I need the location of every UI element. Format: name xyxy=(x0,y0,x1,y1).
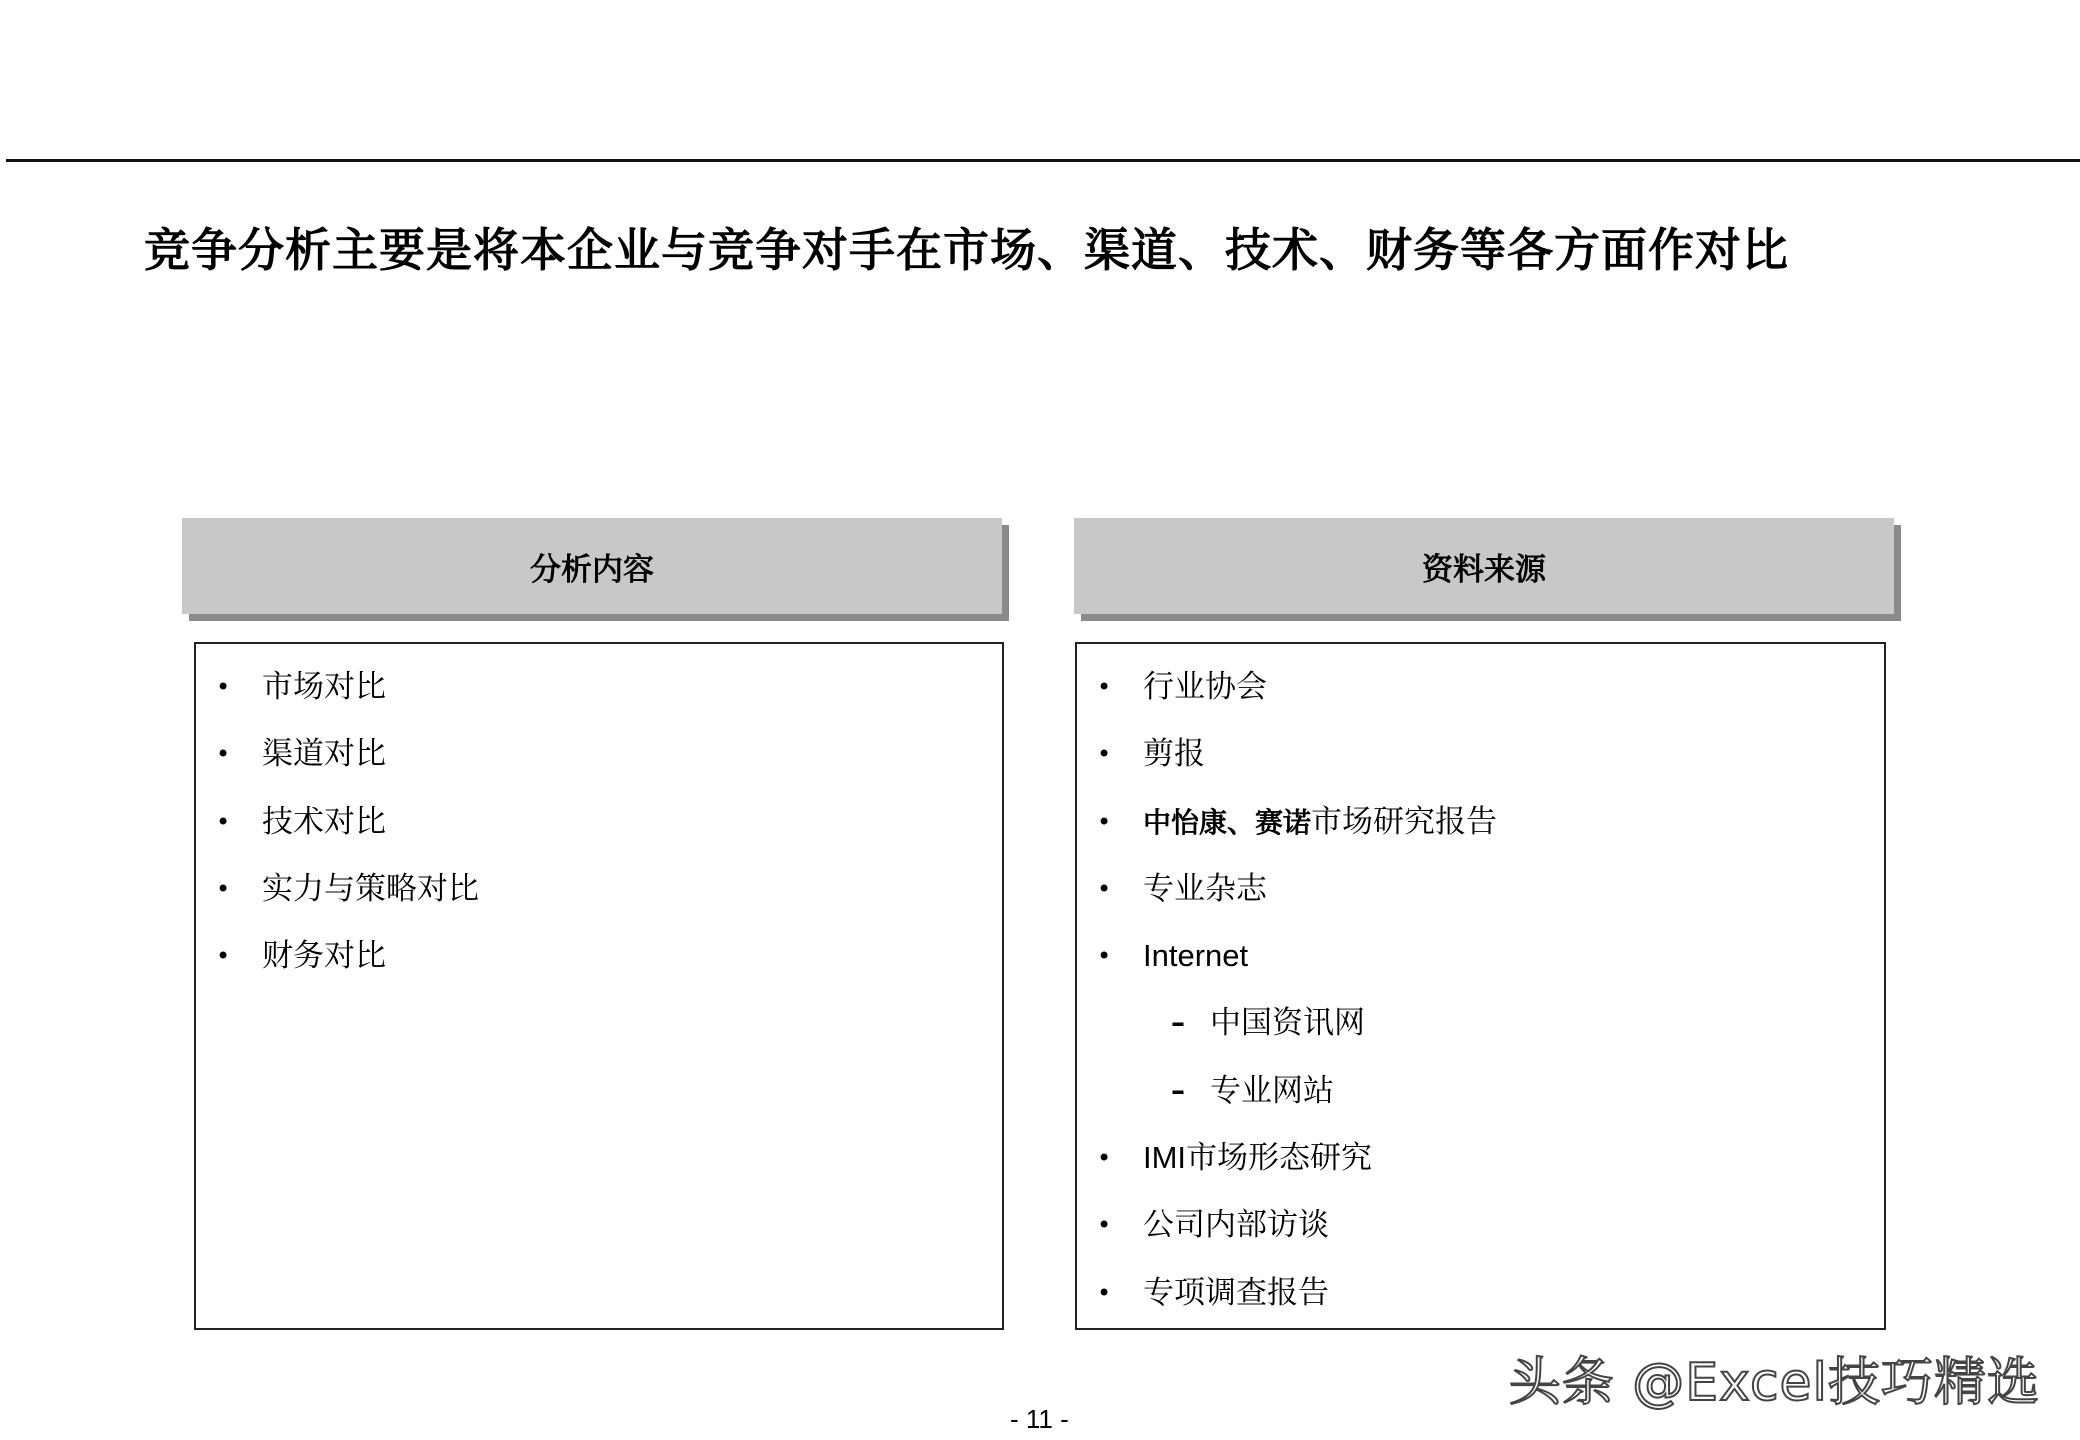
list-item xyxy=(196,729,1002,796)
list-item xyxy=(196,864,1002,931)
data-sources-header xyxy=(1074,518,1894,614)
list-item-text-prefix: IMI xyxy=(1143,1140,1187,1176)
list-item-text: 实力与策略对比 xyxy=(262,870,479,907)
list-item-text xyxy=(1143,797,1497,848)
list-item xyxy=(1077,931,1884,998)
dash-icon: – xyxy=(1171,1006,1185,1040)
list-item xyxy=(1077,662,1884,729)
list-item-text-rest: 市场形态研究 xyxy=(1186,1140,1373,1177)
analysis-content-header xyxy=(182,518,1002,614)
list-item-text: 专业网站 xyxy=(1210,1072,1334,1109)
list-item-text: 公司内部访谈 xyxy=(1143,1207,1329,1244)
page-number: - 11 - xyxy=(1010,1404,1069,1434)
bullet-icon: • xyxy=(216,874,231,903)
list-item xyxy=(1077,729,1884,796)
data-sources-header-label: 资料来源 xyxy=(1422,551,1546,588)
list-item xyxy=(196,662,1002,729)
analysis-content-header-label: 分析内容 xyxy=(530,551,654,588)
bullet-icon: • xyxy=(1097,1144,1112,1173)
list-item-text: 专业杂志 xyxy=(1143,870,1267,907)
analysis-content-box xyxy=(194,642,1004,1330)
list-item xyxy=(1077,1268,1884,1335)
top-divider-line xyxy=(6,159,2080,162)
list-item-text: 中国资讯网 xyxy=(1210,1005,1365,1042)
bullet-icon: • xyxy=(216,740,231,769)
list-item-text: 行业协会 xyxy=(1143,669,1267,705)
bullet-icon: • xyxy=(1097,1211,1112,1240)
list-item-text: 市场对比 xyxy=(262,669,386,705)
watermark: 头条 @Excel技巧精选 xyxy=(1508,1353,2040,1413)
slide-title: 竞争分析主要是将本企业与竞争对手在市场、渠道、技术、财务等各方面作对比 xyxy=(144,223,1789,277)
list-item-text: Internet xyxy=(1143,938,1249,974)
list-item xyxy=(196,797,1002,864)
bullet-icon: • xyxy=(1097,807,1112,836)
sub-list-item xyxy=(1077,1066,1884,1133)
list-item xyxy=(1077,864,1884,931)
list-item xyxy=(1077,1200,1884,1267)
dash-icon: – xyxy=(1171,1073,1185,1107)
bullet-icon: • xyxy=(1097,942,1112,971)
bullet-icon: • xyxy=(216,942,231,971)
list-item-text: 财务对比 xyxy=(262,938,386,975)
bullet-icon: • xyxy=(216,807,231,836)
bullet-icon: • xyxy=(1097,874,1112,903)
data-sources-list xyxy=(1077,662,1884,1335)
sub-list-item xyxy=(1077,998,1884,1065)
list-item-text: 专项调查报告 xyxy=(1143,1274,1329,1311)
list-item-text-bold: 中怡康、赛诺 xyxy=(1143,805,1312,839)
list-item-text-rest: 市场研究报告 xyxy=(1311,803,1498,840)
list-item xyxy=(196,931,1002,998)
bullet-icon: • xyxy=(1097,673,1112,701)
list-item xyxy=(1077,1133,1884,1200)
data-sources-box xyxy=(1075,642,1886,1330)
analysis-content-list xyxy=(196,662,1002,998)
list-item-text: 渠道对比 xyxy=(262,736,386,773)
list-item-text: 剪报 xyxy=(1143,736,1205,773)
list-item-text xyxy=(1143,1133,1372,1183)
list-item xyxy=(1077,797,1884,864)
bullet-icon: • xyxy=(1097,1278,1112,1307)
bullet-icon: • xyxy=(216,673,231,701)
bullet-icon: • xyxy=(1097,740,1112,769)
list-item-text: 技术对比 xyxy=(262,803,386,840)
